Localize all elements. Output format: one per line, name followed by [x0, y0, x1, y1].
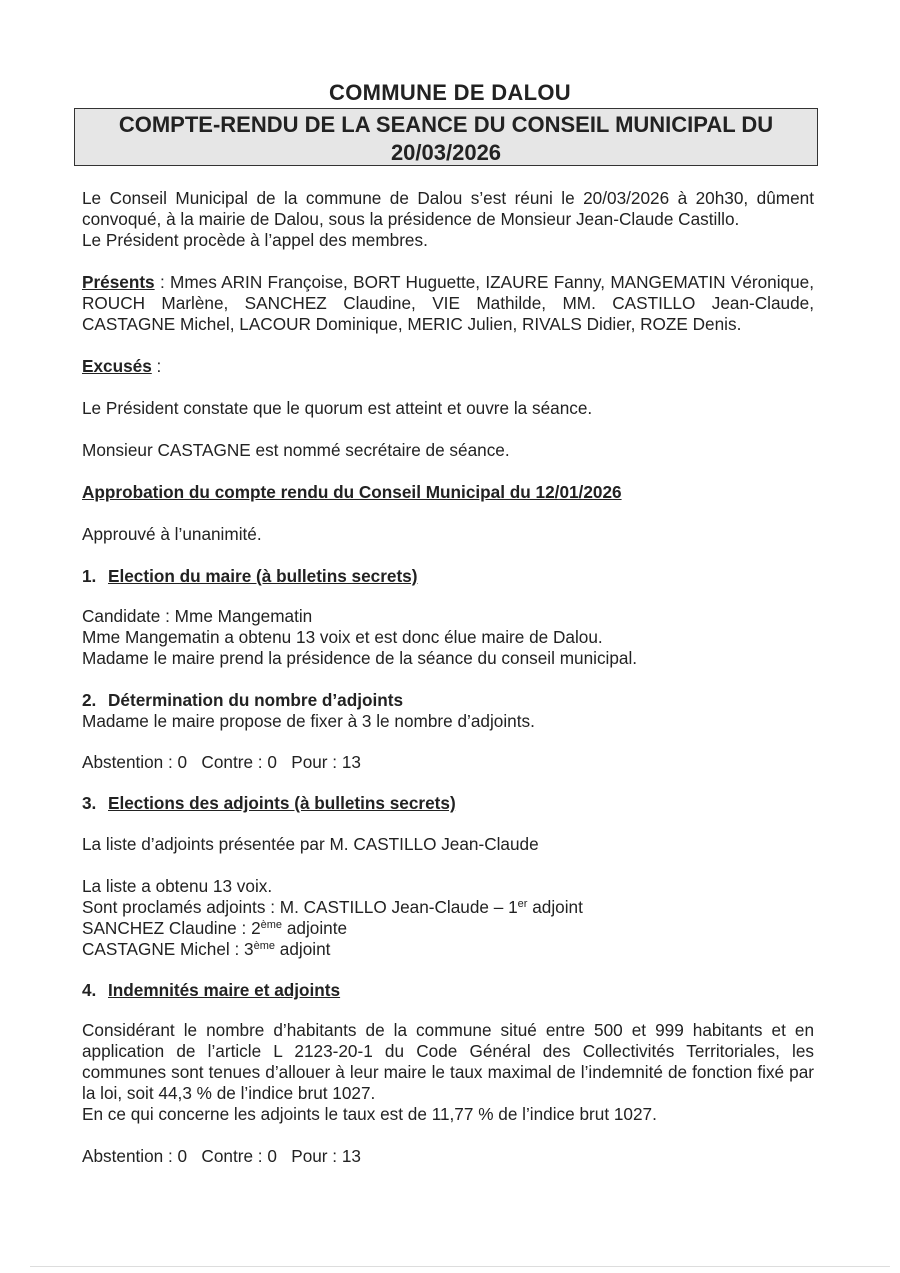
section4-vote: Abstention : 0 Contre : 0 Pour : 13 — [82, 1146, 361, 1166]
section4-heading — [82, 980, 814, 1001]
section4-para2: En ce qui concerne les adjoints le taux est de 11,77 % de l’indice brut 1027. — [82, 1104, 657, 1124]
section3-line1: La liste d’adjoints présentée par M. CASTILLO Jean-Claude — [82, 834, 539, 854]
excuses-text: : — [151, 356, 162, 376]
report-title-box — [74, 108, 818, 166]
section2-heading-text: Détermination du nombre d’adjoints — [108, 690, 404, 710]
intro-line2: Le Président procède à l’appel des membres. — [82, 230, 428, 250]
intro-line1: Le Conseil Municipal de la commune de Dalou s’est réuni le 20/03/2026 à 20h30, dûment convoqué, à la mairie de Dalou, sous la présidence de Monsieur Jean-Claude Castillo. — [82, 188, 814, 229]
excuses-label: Excusés — [82, 356, 152, 376]
presents-label: Présents — [82, 272, 155, 292]
section3-results — [82, 876, 814, 960]
section2-line1: Madame le maire propose de fixer à 3 le nombre d’adjoints. — [82, 711, 535, 731]
section3-line4: SANCHEZ Claudine : 2ème adjointe — [82, 918, 348, 938]
section2-vote: Abstention : 0 Contre : 0 Pour : 13 — [82, 752, 361, 772]
approbation-heading-text: Approbation du compte rendu du Conseil Municipal du 12/01/2026 — [82, 482, 622, 502]
secretaire-text: Monsieur CASTAGNE est nommé secrétaire de séance. — [82, 440, 510, 460]
section3-line5: CASTAGNE Michel : 3ème adjoint — [82, 939, 331, 959]
section3-line2: La liste a obtenu 13 voix. — [82, 876, 273, 896]
approbation-heading — [82, 482, 814, 503]
excuses-paragraph — [82, 356, 814, 377]
commune-title: COMMUNE DE DALOU — [329, 80, 571, 105]
section1-body — [82, 606, 814, 669]
quorum-text: Le Président constate que le quorum est atteint et ouvre la séance. — [82, 398, 593, 418]
section3-heading-text: Elections des adjoints (à bulletins secrets) — [108, 793, 456, 813]
section1-heading — [82, 566, 814, 587]
section3-line3: Sont proclamés adjoints : M. CASTILLO Jean-Claude – 1er adjoint — [82, 897, 583, 917]
section1-line2: Mme Mangematin a obtenu 13 voix et est donc élue maire de Dalou. — [82, 627, 603, 647]
section3-heading — [82, 793, 814, 814]
section2-number: 2. — [82, 690, 97, 710]
presents-paragraph — [82, 272, 814, 335]
section4-number: 4. — [82, 980, 97, 1000]
section1-heading-text: Election du maire (à bulletins secrets) — [108, 566, 418, 586]
page-divider — [30, 1266, 890, 1267]
intro-paragraph — [82, 188, 814, 251]
section3-number: 3. — [82, 793, 97, 813]
report-title-date: 20/03/2026 — [390, 140, 502, 165]
presents-list: : Mmes ARIN Françoise, BORT Huguette, IZAURE Fanny, MANGEMATIN Véronique, ROUCH Marlène, SANCHEZ Claudine, VIE Mathilde, MM. CASTILLO Jean-Claude, CASTAGNE Michel, LACOUR Dominique, MERIC Julien, RIVALS Didier, ROZE Denis. — [82, 272, 814, 334]
section4-heading-text: Indemnités maire et adjoints — [108, 980, 341, 1000]
section2-block — [82, 690, 814, 732]
approbation-text: Approuvé à l’unanimité. — [82, 524, 262, 544]
section4-para1: Considérant le nombre d’habitants de la commune situé entre 500 et 999 habitants et en application de l’article L 2123-20-1 du Code Général des Collectivités Territoriales, les communes sont tenues d’allouer à leur maire le taux maximal de l’indemnité de fonction fixé par la loi, soit 44,3 % de l’indice brut 1027. — [82, 1020, 814, 1103]
section4-body — [82, 1020, 814, 1125]
section1-number: 1. — [82, 566, 97, 586]
section1-line3: Madame le maire prend la présidence de la séance du conseil municipal. — [82, 648, 638, 668]
section2-heading — [82, 690, 814, 711]
report-title-line1: COMPTE-RENDU DE LA SEANCE DU CONSEIL MUNICIPAL DU — [118, 112, 774, 137]
section1-line1: Candidate : Mme Mangematin — [82, 606, 313, 626]
